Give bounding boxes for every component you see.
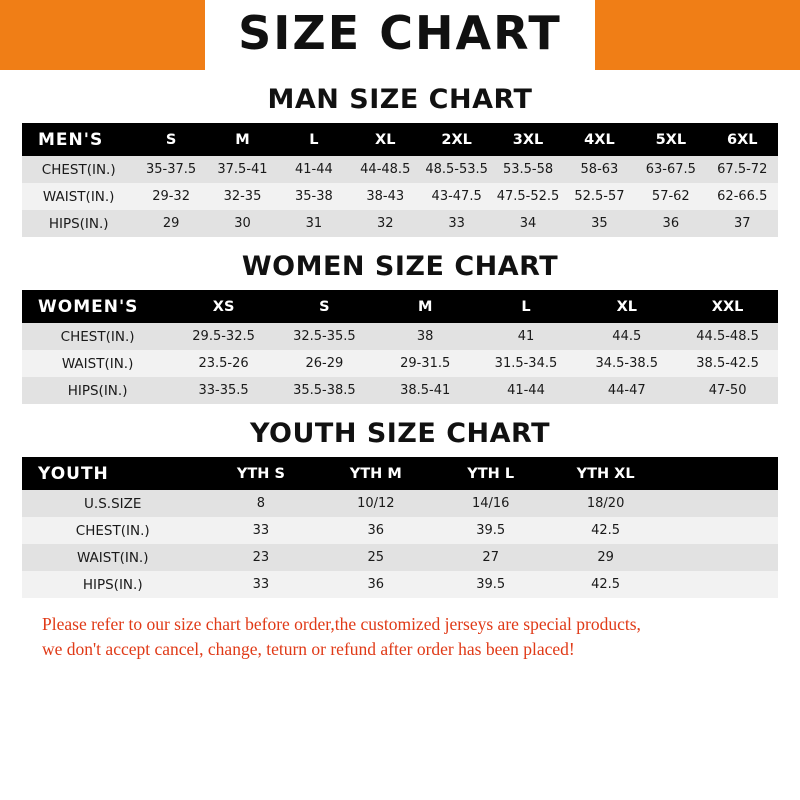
youth-cell-3-3: 42.5: [548, 571, 663, 598]
page-title: SIZE CHART: [238, 6, 562, 60]
men-cell-2-7: 36: [635, 210, 706, 237]
youth-cell-0-3: 18/20: [548, 490, 663, 517]
men-row-2-label: HIPS(IN.): [22, 210, 135, 237]
table-row: [22, 350, 778, 377]
men-size-table: [22, 123, 778, 237]
men-col-8: 6XL: [707, 123, 778, 156]
women-cell-0-1: 32.5-35.5: [274, 323, 375, 350]
women-cell-0-4: 44.5: [576, 323, 677, 350]
youth-row-2-label: WAIST(IN.): [22, 544, 203, 571]
table-row: [22, 571, 778, 598]
men-section-title: MAN SIZE CHART: [267, 84, 533, 115]
men-col-0: S: [135, 123, 206, 156]
men-cell-1-1: 32-35: [207, 183, 278, 210]
table-header-row: [22, 123, 778, 156]
table-row: [22, 490, 778, 517]
footer-note-line-2: we don't accept cancel, change, teturn or refund after order has been placed!: [42, 639, 575, 660]
youth-cell-1-4: [663, 517, 778, 544]
table-row: [22, 377, 778, 404]
table-row: [22, 544, 778, 571]
women-section-title: WOMEN SIZE CHART: [241, 251, 559, 282]
table-row: [22, 517, 778, 544]
women-cell-2-1: 35.5-38.5: [274, 377, 375, 404]
table-row: [22, 183, 778, 210]
table-row: [22, 210, 778, 237]
youth-cell-3-0: 33: [203, 571, 318, 598]
men-cell-2-3: 32: [350, 210, 421, 237]
women-col-3: L: [476, 290, 577, 323]
youth-cell-3-1: 36: [318, 571, 433, 598]
men-cell-0-1: 37.5-41: [207, 156, 278, 183]
table-row: [22, 156, 778, 183]
men-cell-2-2: 31: [278, 210, 349, 237]
table-header-row: [22, 290, 778, 323]
women-col-4: XL: [576, 290, 677, 323]
women-row-2-label: HIPS(IN.): [22, 377, 173, 404]
women-cell-1-1: 26-29: [274, 350, 375, 377]
men-row-0-label: CHEST(IN.): [22, 156, 135, 183]
youth-cell-0-4: [663, 490, 778, 517]
page-header: [0, 0, 800, 70]
men-cell-0-6: 58-63: [564, 156, 635, 183]
women-header-label: WOMEN'S: [22, 290, 173, 323]
women-size-table: [22, 290, 778, 404]
table-header-row: [22, 457, 778, 490]
women-cell-1-2: 29-31.5: [375, 350, 476, 377]
youth-cell-3-4: [663, 571, 778, 598]
men-col-2: L: [278, 123, 349, 156]
men-cell-0-0: 35-37.5: [135, 156, 206, 183]
women-cell-2-0: 33-35.5: [173, 377, 274, 404]
men-col-1: M: [207, 123, 278, 156]
men-cell-2-0: 29: [135, 210, 206, 237]
women-col-5: XXL: [677, 290, 778, 323]
women-cell-1-4: 34.5-38.5: [576, 350, 677, 377]
men-col-4: 2XL: [421, 123, 492, 156]
men-cell-1-7: 57-62: [635, 183, 706, 210]
men-cell-1-8: 62-66.5: [707, 183, 778, 210]
men-cell-0-3: 44-48.5: [350, 156, 421, 183]
footer-note: [22, 598, 778, 673]
men-cell-0-4: 48.5-53.5: [421, 156, 492, 183]
women-col-1: S: [274, 290, 375, 323]
table-row: [22, 323, 778, 350]
youth-col-1: YTH M: [318, 457, 433, 490]
youth-header-label: YOUTH: [22, 457, 203, 490]
women-cell-2-2: 38.5-41: [375, 377, 476, 404]
youth-cell-1-3: 42.5: [548, 517, 663, 544]
youth-cell-0-2: 14/16: [433, 490, 548, 517]
youth-cell-2-0: 23: [203, 544, 318, 571]
women-row-1-label: WAIST(IN.): [22, 350, 173, 377]
youth-size-table: [22, 457, 778, 598]
men-cell-0-5: 53.5-58: [492, 156, 563, 183]
youth-col-4: [663, 457, 778, 490]
men-cell-1-4: 43-47.5: [421, 183, 492, 210]
men-row-1-label: WAIST(IN.): [22, 183, 135, 210]
men-cell-1-5: 47.5-52.5: [492, 183, 563, 210]
men-cell-0-2: 41-44: [278, 156, 349, 183]
women-cell-2-4: 44-47: [576, 377, 677, 404]
youth-row-1-label: CHEST(IN.): [22, 517, 203, 544]
women-cell-1-0: 23.5-26: [173, 350, 274, 377]
youth-cell-2-4: [663, 544, 778, 571]
youth-cell-2-3: 29: [548, 544, 663, 571]
footer-note-line-1: Please refer to our size chart before order,the customized jerseys are special products,: [42, 614, 641, 634]
youth-cell-1-1: 36: [318, 517, 433, 544]
youth-cell-0-1: 10/12: [318, 490, 433, 517]
men-header-label: MEN'S: [22, 123, 135, 156]
men-cell-2-8: 37: [707, 210, 778, 237]
men-cell-2-5: 34: [492, 210, 563, 237]
women-row-0-label: CHEST(IN.): [22, 323, 173, 350]
men-col-5: 3XL: [492, 123, 563, 156]
women-cell-0-2: 38: [375, 323, 476, 350]
youth-col-2: YTH L: [433, 457, 548, 490]
men-cell-2-6: 35: [564, 210, 635, 237]
women-cell-2-5: 47-50: [677, 377, 778, 404]
youth-col-0: YTH S: [203, 457, 318, 490]
men-cell-0-7: 63-67.5: [635, 156, 706, 183]
women-col-0: XS: [173, 290, 274, 323]
youth-cell-2-1: 25: [318, 544, 433, 571]
men-cell-1-0: 29-32: [135, 183, 206, 210]
page-content: [0, 70, 800, 800]
youth-cell-0-0: 8: [203, 490, 318, 517]
women-col-2: M: [375, 290, 476, 323]
men-col-7: 5XL: [635, 123, 706, 156]
youth-row-0-label: U.S.SIZE: [22, 490, 203, 517]
men-cell-1-3: 38-43: [350, 183, 421, 210]
women-cell-1-3: 31.5-34.5: [476, 350, 577, 377]
men-cell-0-8: 67.5-72: [707, 156, 778, 183]
men-cell-1-6: 52.5-57: [564, 183, 635, 210]
women-cell-0-5: 44.5-48.5: [677, 323, 778, 350]
women-cell-0-3: 41: [476, 323, 577, 350]
men-col-6: 4XL: [564, 123, 635, 156]
youth-section-title: YOUTH SIZE CHART: [249, 418, 551, 449]
men-cell-2-4: 33: [421, 210, 492, 237]
youth-cell-3-2: 39.5: [433, 571, 548, 598]
youth-row-3-label: HIPS(IN.): [22, 571, 203, 598]
youth-cell-1-2: 39.5: [433, 517, 548, 544]
men-cell-2-1: 30: [207, 210, 278, 237]
youth-cell-2-2: 27: [433, 544, 548, 571]
men-col-3: XL: [350, 123, 421, 156]
men-cell-1-2: 35-38: [278, 183, 349, 210]
youth-cell-1-0: 33: [203, 517, 318, 544]
youth-col-3: YTH XL: [548, 457, 663, 490]
women-cell-1-5: 38.5-42.5: [677, 350, 778, 377]
women-cell-0-0: 29.5-32.5: [173, 323, 274, 350]
women-cell-2-3: 41-44: [476, 377, 577, 404]
